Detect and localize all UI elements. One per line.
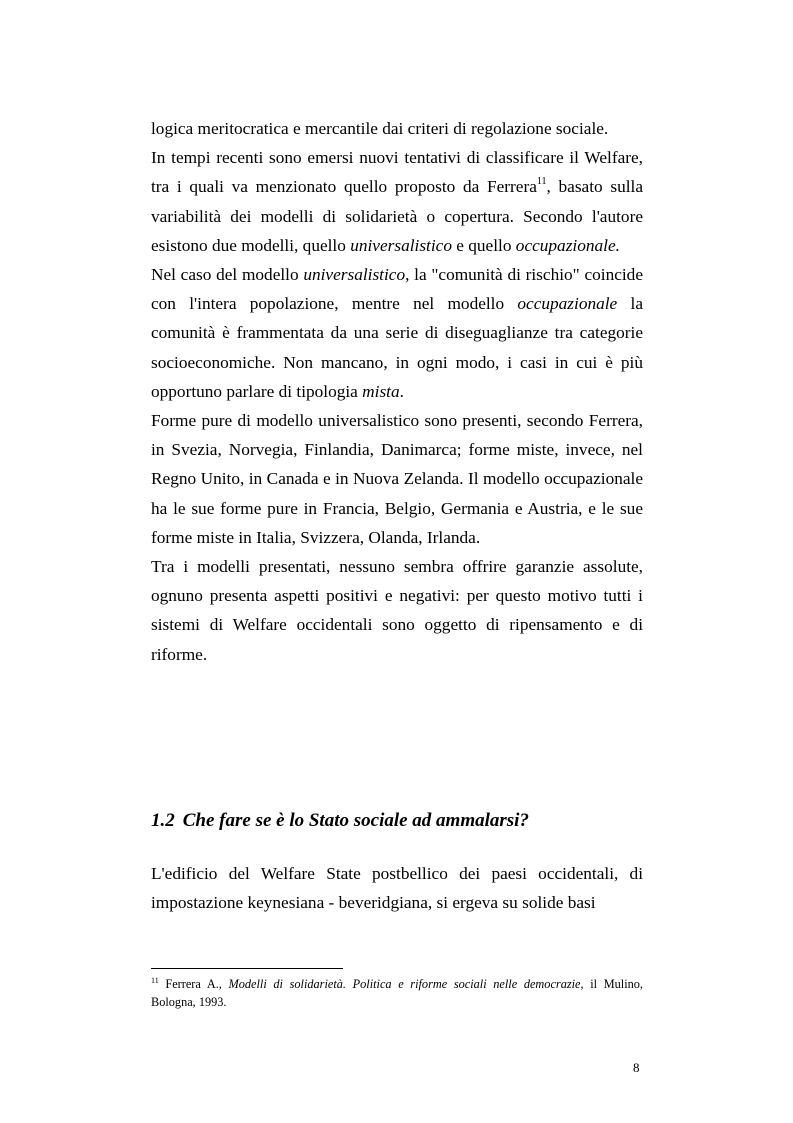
paragraph-1-text: logica meritocratica e mercantile dai criteri di regolazione sociale. <box>151 119 609 138</box>
term-occupazionale-2: occupazionale <box>517 294 618 314</box>
footnote-reference: 11 <box>536 176 547 188</box>
term-universalistico-2: universalistico <box>303 265 406 285</box>
paragraph-2-text-c: e quello <box>451 235 516 255</box>
paragraph-2-text-a: In tempi recenti sono emersi nuovi tentativi di classificare il Welfare, tra i quali va menzionato quello proposto da Ferrera <box>151 148 643 197</box>
paragraph-5 <box>151 552 643 669</box>
paragraph-2 <box>151 143 643 260</box>
term-occupazionale: occupazionale. <box>515 235 620 255</box>
paragraph-3 <box>151 260 643 406</box>
body-text <box>151 114 643 669</box>
paragraph-3-text-d: . <box>399 381 404 401</box>
paragraph-1 <box>151 114 643 143</box>
paragraph-6-text: L'edificio del Welfare State postbellico dei paesi occidentali, di impostazione keynesiana - beveridgiana, si ergeva su solide basi <box>151 864 643 913</box>
footnote-title: Modelli di solidarietà. Politica e riforme sociali nelle democrazie, <box>228 977 584 991</box>
paragraph-4 <box>151 406 643 552</box>
footnote-separator <box>151 968 343 969</box>
footnote-number: 11 <box>151 976 159 985</box>
paragraph-6 <box>151 859 643 917</box>
term-mista: mista <box>362 381 400 401</box>
section-number: 1.2 <box>151 810 175 831</box>
paragraph-2-text-b: , basato sulla variabilità dei modelli di solidarietà o copertura. Secondo l'autore esistono due modelli, quello <box>151 177 643 255</box>
paragraph-4-text: Forme pure di modello universalistico sono presenti, secondo Ferrera, in Svezia, Norvegia, Finlandia, Danimarca; forme miste, invece, nel Regno Unito, in Canada e in Nuova Zelanda. Il modello occupazionale ha le sue forme pure in Francia, Belgio, Germania e Austria, e le sue forme miste in Italia, Svizzera, Olanda, Irlanda. <box>151 411 643 547</box>
footnote <box>151 975 643 1012</box>
footnote-publisher: il Mulino, Bologna, 1993. <box>151 977 643 1010</box>
paragraph-3-text-b: , la "comunità di rischio" coincide con l'intera popolazione, mentre nel modello <box>151 265 643 314</box>
paragraph-3-text-c: la comunità è frammentata da una serie di diseguaglianze tra categorie socioeconomiche. Non mancano, in ogni modo, i casi in cui è più opportuno parlare di tipologia <box>151 294 643 401</box>
paragraph-5-text: Tra i modelli presentati, nessuno sembra offrire garanzie assolute, ognuno presenta aspetti positivi e negativi: per questo motivo tutti i sistemi di Welfare occidentali sono oggetto di ripensamento e di riforme. <box>151 557 643 664</box>
page-number: 8 <box>633 1060 640 1075</box>
paragraph-3-text-a: Nel caso del modello <box>151 265 304 285</box>
section-title: Che fare se è lo Stato sociale ad ammalarsi? <box>182 810 529 831</box>
section-heading <box>151 810 643 832</box>
term-universalistico: universalistico <box>350 235 452 255</box>
footnote-author: Ferrera A., <box>158 977 229 991</box>
